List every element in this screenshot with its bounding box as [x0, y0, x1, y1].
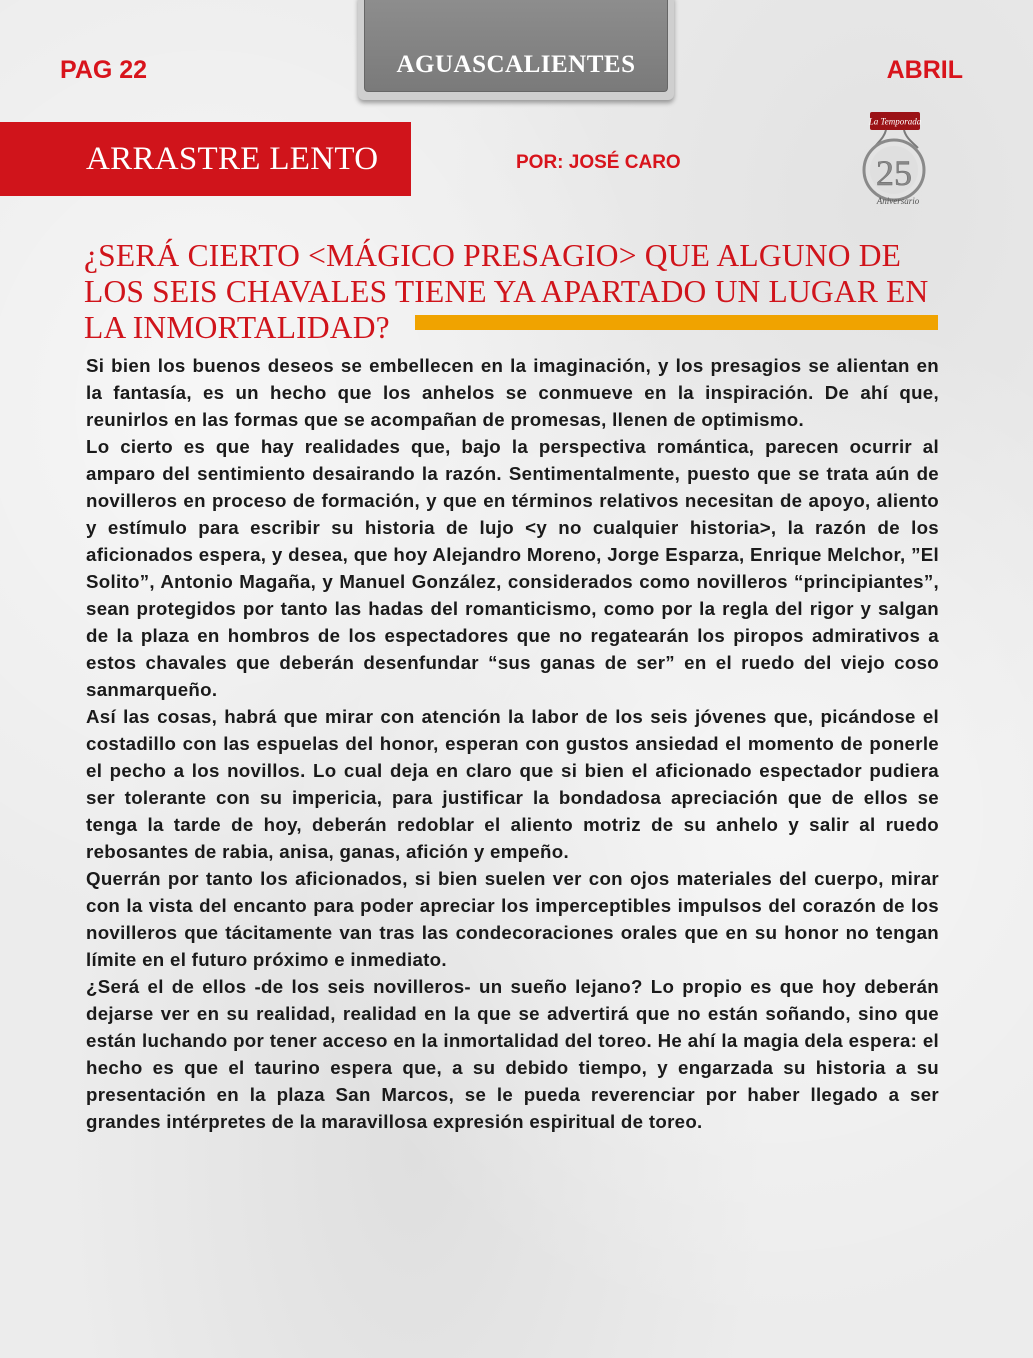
logo-subtitle-text: Aniversario — [876, 196, 920, 206]
article-paragraph: Si bien los buenos deseos se embellecen en la imaginación, y los presagios se alientan en la fantasía, es un hecho que los anhelos se conmueve en la inspiración. De ahí que, reunirlos en las formas que se acompañan de promesas, llenen de optimismo. — [86, 355, 939, 430]
article-headline: ¿SERÁ CIERTO <MÁGICO PRESAGIO> QUE ALGUNO DE LOS SEIS CHAVALES TIENE YA APARTADO UN LUGAR EN LA INMORTALIDAD? — [84, 238, 929, 345]
column-title: ARRASTRE LENTO — [86, 141, 379, 177]
logo-number-text: 25 — [876, 153, 912, 193]
article-paragraph: Así las cosas, habrá que mirar con atención la labor de los seis jóvenes que, picándose el costadillo con las espuelas del honor, esperan con gustos ansiedad el momento de ponerle el pecho a los novillos. Lo cual deja en claro que si bien el aficionado espectador pudiera ser tolerante con su impericia, para justificar la bondadosa apreciación que de ellos se tenga la tarde de hoy, deberán redoblar el aliento motriz de su anhelo y salir al ruedo rebosantes de rabia, anisa, ganas, afición y empeño. — [86, 706, 939, 862]
anniversary-logo-icon — [856, 108, 936, 208]
issue-month: ABRIL — [886, 56, 963, 84]
author-byline: POR: JOSÉ CARO — [516, 152, 681, 173]
article-paragraph: ¿Será el de ellos -de los seis novilleros- un sueño lejano? Lo propio es que hoy deberán dejarse ver en su realidad, realidad en la que se advertirá que no están soñando, sino que están luchando por tener acceso en la inmortalidad del toreo. He ahí la magia dela espera: el hecho es que el taurino espera que, a su debido tiempo, y engarzada su historia a su presentación en la plaza San Marcos, se le pueda reverenciar por haber llegado a ser grandes intérpretes de la maravillosa expresión espiritual de toreo. — [86, 976, 939, 1132]
section-tab-label: AGUASCALIENTES — [396, 51, 636, 78]
article-paragraph: Lo cierto es que hay realidades que, bajo la perspectiva romántica, parecen ocurrir al amparo del sentimiento desairando la razón. Sentimentalmente, puesto que se trata aún de novilleros en proceso de formación, y que en términos relativos necesitan de apoyo, aliento y estímulo para escribir su historia de lujo <y no cualquier historia>, la razón de los aficionados espera, y desea, que hoy Alejandro Moreno, Jorge Esparza, Enrique Melchor, ”El Solito”, Antonio Magaña, y Manuel González, considerados como novilleros “principiantes”, sean protegidos por tanto las hadas del romanticismo, como por la regla del rigor y salgan de la plaza en hombros de los espectadores que no regatearán los piropos admirativos a estos chavales que deberán desenfundar “sus ganas de ser” en el ruedo del viejo coso sanmarqueño. — [86, 436, 939, 700]
article-paragraph: Querrán por tanto los aficionados, si bien suelen ver con ojos materiales del cuerpo, mirar con la vista del encanto para poder apreciar los imperceptibles impulsos del corazón de los novilleros que tácitamente van tras las condecoraciones orales que en su honor no tengan límite en el futuro próximo e inmediato. — [86, 868, 939, 970]
article-body — [86, 352, 939, 1135]
headline-accent-rule — [415, 315, 938, 330]
page-number: PAG 22 — [60, 56, 148, 84]
section-tab — [358, 0, 674, 100]
logo-brand-text: La Temporada — [868, 116, 922, 127]
